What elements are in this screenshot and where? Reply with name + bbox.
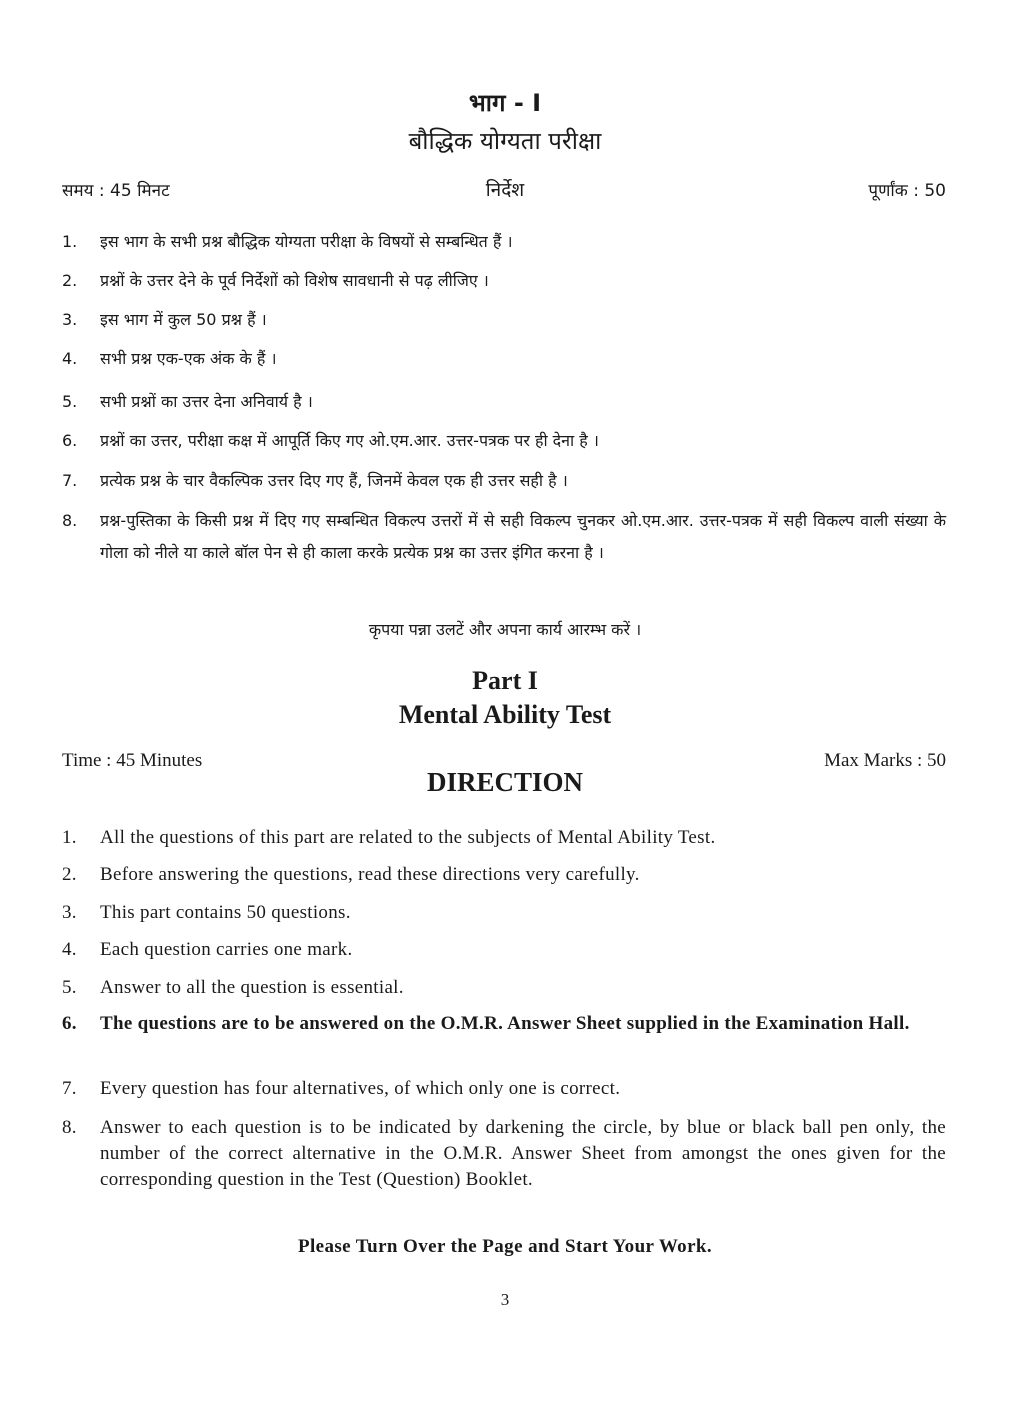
- item-text: प्रश्न-पुस्तिका के किसी प्रश्न में दिए गए सम्बन्धित विकल्प उत्तरों में से सही विकल्प चुनकर ओ.एम.आर. उत्तर-पत्रक में सही विकल्प वाली संख्या के गोला को नीले या काले बॉल पेन से ही काला करके प्रत्येक प्रश्न का उत्तर इंगित करना है ।: [100, 511, 946, 562]
- hindi-list-item: [62, 304, 946, 336]
- english-list-item: [62, 900, 946, 926]
- page-number: 3: [500, 1290, 510, 1309]
- item-number: 5.: [62, 392, 78, 411]
- hindi-list-item: [62, 465, 946, 497]
- item-number: 6.: [62, 1013, 77, 1034]
- english-part-title: Part I: [472, 666, 538, 695]
- hindi-list-item: [62, 386, 946, 418]
- hindi-subtitle: बौद्धिक योग्यता परीक्षा: [408, 127, 602, 155]
- item-text: Answer to all the question is essential.: [100, 977, 404, 998]
- item-text: इस भाग में कुल 50 प्रश्न हैं ।: [100, 310, 267, 329]
- hindi-list-item: [62, 343, 946, 375]
- hindi-time: समय : 45 मिनट: [62, 181, 170, 201]
- item-text: All the questions of this part are related to the subjects of Mental Ability Test.: [100, 827, 716, 848]
- hindi-part-title: भाग - I: [468, 89, 542, 117]
- english-list-item: [62, 975, 946, 1001]
- item-text: प्रश्नों के उत्तर देने के पूर्व निर्देशों को विशेष सावधानी से पढ़ लीजिए ।: [100, 271, 489, 290]
- english-time: Time : 45 Minutes: [62, 750, 203, 771]
- english-list-item: [62, 862, 946, 888]
- english-max-marks: Max Marks : 50: [824, 750, 946, 771]
- item-number: 7.: [62, 471, 78, 490]
- item-text: सभी प्रश्न एक-एक अंक के हैं ।: [100, 349, 277, 368]
- english-direction: DIRECTION: [426, 767, 584, 797]
- english-list-item: [62, 1076, 946, 1102]
- item-number: 4.: [62, 349, 78, 368]
- item-text: प्रत्येक प्रश्न के चार वैकल्पिक उत्तर दिए गए हैं, जिनमें केवल एक ही उत्तर सही है ।: [100, 471, 568, 490]
- item-text: प्रश्नों का उत्तर, परीक्षा कक्ष में आपूर्ति किए गए ओ.एम.आर. उत्तर-पत्रक पर ही देना है ।: [100, 431, 599, 450]
- item-text: This part contains 50 questions.: [100, 902, 351, 923]
- english-list-item: [62, 1011, 946, 1037]
- hindi-direction: निर्देश: [485, 179, 525, 201]
- english-list-item: [62, 937, 946, 963]
- item-number: 7.: [62, 1078, 77, 1099]
- item-text: Answer to each question is to be indicated by darkening the circle, by blue or black ball pen only, the number of the correct alternative in the O.M.R. Answer Sheet from amongst the ones given for the corresponding question in the Test (Question) Booklet.: [100, 1117, 946, 1190]
- english-footer: Please Turn Over the Page and Start Your Work.: [297, 1236, 713, 1257]
- item-text: Before answering the questions, read these directions very carefully.: [100, 864, 640, 885]
- item-number: 2.: [62, 864, 77, 885]
- item-text: The questions are to be answered on the O.M.R. Answer Sheet supplied in the Examination Hall.: [100, 1013, 910, 1034]
- hindi-list-item: [62, 505, 946, 569]
- item-number: 8.: [62, 1117, 77, 1138]
- hindi-list-item: [62, 425, 946, 457]
- hindi-list-item: [62, 265, 946, 297]
- item-number: 3.: [62, 310, 78, 329]
- item-number: 5.: [62, 977, 77, 998]
- item-number: 4.: [62, 939, 77, 960]
- item-text: इस भाग के सभी प्रश्न बौद्धिक योग्यता परीक्षा के विषयों से सम्बन्धित हैं ।: [100, 232, 513, 251]
- item-text: Every question has four alternatives, of which only one is correct.: [100, 1078, 621, 1099]
- hindi-list-item: [62, 226, 946, 258]
- hindi-max-marks: पूर्णांक : 50: [868, 181, 946, 201]
- item-text: सभी प्रश्नों का उत्तर देना अनिवार्य है ।: [100, 392, 313, 411]
- item-number: 8.: [62, 511, 78, 530]
- hindi-footer: कृपया पन्ना उलटें और अपना कार्य आरम्भ करें ।: [368, 620, 642, 639]
- item-number: 1.: [62, 827, 77, 848]
- item-number: 3.: [62, 902, 77, 923]
- item-number: 6.: [62, 431, 78, 450]
- english-list-item: [62, 825, 946, 851]
- item-number: 2.: [62, 271, 78, 290]
- english-subtitle: Mental Ability Test: [398, 700, 612, 729]
- item-number: 1.: [62, 232, 78, 251]
- english-list-item: [62, 1115, 946, 1193]
- item-text: Each question carries one mark.: [100, 939, 353, 960]
